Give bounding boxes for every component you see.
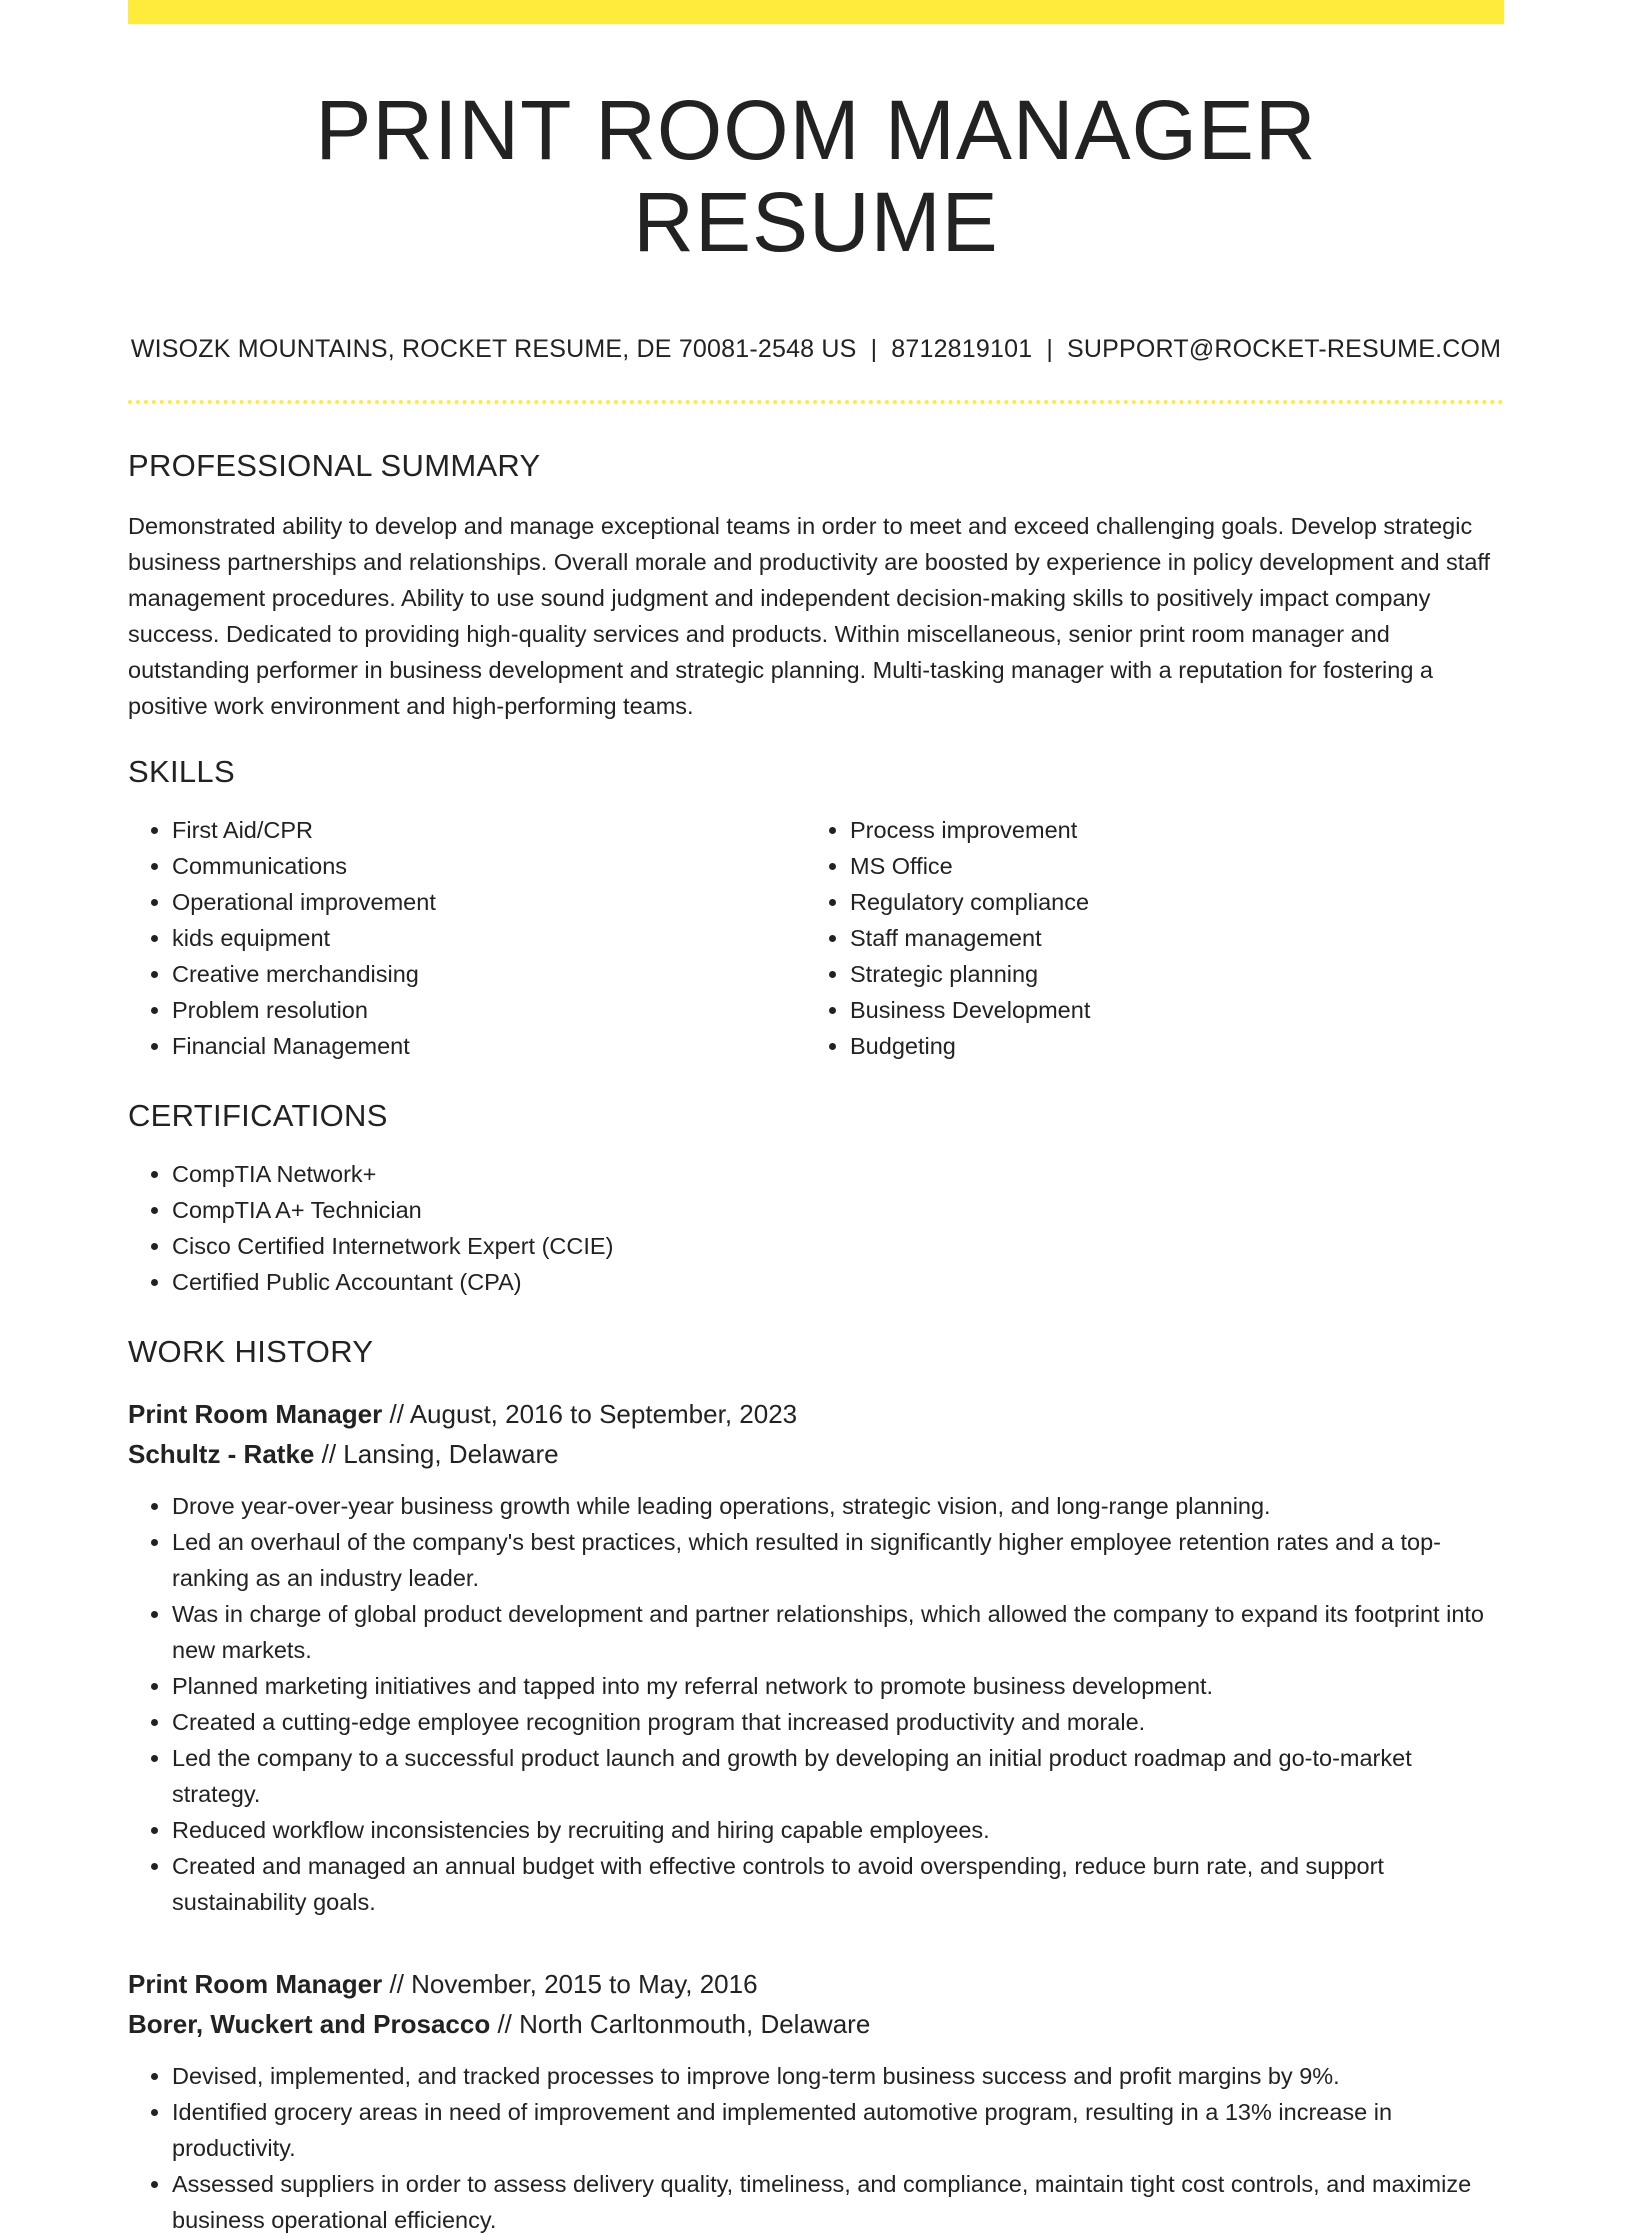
- skills-grid: [128, 812, 1504, 1064]
- skill-item: • kids equipment: [172, 920, 806, 956]
- job-bullet: • Devised, implemented, and tracked processes to improve long-term business success and profit margins by 9%.: [172, 2058, 1504, 2094]
- job-bullets: [128, 2058, 1504, 2238]
- job-bullet: • Reduced workflow inconsistencies by recruiting and hiring capable employees.: [172, 1812, 1504, 1848]
- job-bullet: • Drove year-over-year business growth while leading operations, strategic vision, and long-range planning.: [172, 1488, 1504, 1524]
- job-dates: August, 2016 to September, 2023: [409, 1398, 798, 1429]
- contact-separator: |: [1046, 334, 1054, 363]
- contact-separator: |: [870, 334, 878, 363]
- job-bullet: • Assessed suppliers in order to assess delivery quality, timeliness, and compliance, maintain tight cost controls, and maximize business operational efficiency.: [172, 2166, 1504, 2238]
- certification-item: • CompTIA Network+: [172, 1156, 1504, 1192]
- certifications-list: [128, 1156, 1504, 1300]
- job-location: North Carltonmouth, Delaware: [519, 2008, 871, 2039]
- job-divider: //: [382, 1968, 412, 1999]
- job-divider: //: [490, 2008, 520, 2039]
- job-bullet: • Was in charge of global product development and partner relationships, which allowed the company to expand its footprint into new markets.: [172, 1596, 1504, 1668]
- skill-item: • Budgeting: [850, 1028, 1484, 1064]
- certification-item: • Cisco Certified Internetwork Expert (CCIE): [172, 1228, 1504, 1264]
- skill-item: • Financial Management: [172, 1028, 806, 1064]
- job-title: Print Room Manager: [128, 1398, 383, 1429]
- skill-item: • Staff management: [850, 920, 1484, 956]
- skill-item: • Problem resolution: [172, 992, 806, 1028]
- skills-left-list: [128, 812, 806, 1064]
- contact-address: WISOZK MOUNTAINS, ROCKET RESUME, DE 70081-2548 US: [130, 334, 857, 363]
- job-bullet: • Identified grocery areas in need of improvement and implemented automotive program, resulting in a 13% increase in productivity.: [172, 2094, 1504, 2166]
- job-entry: [128, 1964, 1504, 2238]
- certifications-heading: CERTIFICATIONS: [128, 1097, 388, 1133]
- resume-title: PRINT ROOM MANAGER RESUME: [315, 83, 1317, 270]
- job-dates: November, 2015 to May, 2016: [411, 1968, 758, 1999]
- job-company: Schultz - Ratke: [128, 1438, 315, 1469]
- job-title-line: [128, 1394, 1504, 1434]
- certification-item: • Certified Public Accountant (CPA): [172, 1264, 1504, 1300]
- job-bullet: • Planned marketing initiatives and tapped into my referral network to promote business development.: [172, 1668, 1504, 1704]
- job-divider: //: [382, 1398, 410, 1429]
- skill-item: • Creative merchandising: [172, 956, 806, 992]
- dotted-divider: [128, 400, 1504, 404]
- skills-heading: SKILLS: [128, 753, 235, 789]
- job-bullet: • Led the company to a successful product launch and growth by developing an initial product roadmap and go-to-market strategy.: [172, 1740, 1504, 1812]
- contact-email: SUPPORT@ROCKET-RESUME.COM: [1067, 334, 1502, 363]
- job-divider: //: [314, 1438, 344, 1469]
- skills-right-list: [806, 812, 1484, 1064]
- job-bullets: [128, 1488, 1504, 1920]
- accent-top-bar: [128, 0, 1504, 24]
- job-bullet: • Created and managed an annual budget with effective controls to avoid overspending, reduce burn rate, and support sustainability goals.: [172, 1848, 1504, 1920]
- job-company-line: [128, 2004, 1504, 2044]
- job-location: Lansing, Delaware: [343, 1438, 559, 1469]
- summary-heading: PROFESSIONAL SUMMARY: [128, 447, 541, 483]
- contact-phone: 8712819101: [891, 334, 1033, 363]
- skill-item: • Process improvement: [850, 812, 1484, 848]
- skill-item: • Operational improvement: [172, 884, 806, 920]
- job-title-line: [128, 1964, 1504, 2004]
- summary-text: Demonstrated ability to develop and manage exceptional teams in order to meet and exceed challenging goals. Develop strategic business partnerships and relationships. Overall morale and productivity are boosted by experience in policy development and staff management procedures. Ability to use sound judgment and independent decision-making skills to positively impact company success. Dedicated to providing high-quality services and products. Within miscellaneous, senior print room manager and outstanding performer in business development and strategic planning. Multi-tasking manager with a reputation for fostering a positive work environment and high-performing teams.: [128, 512, 1491, 719]
- skill-item: • MS Office: [850, 848, 1484, 884]
- skill-item: • Communications: [172, 848, 806, 884]
- job-company: Borer, Wuckert and Prosacco: [128, 2008, 491, 2039]
- resume-page: [128, 0, 1504, 2238]
- job-entry: [128, 1394, 1504, 1920]
- skill-item: • Strategic planning: [850, 956, 1484, 992]
- job-title: Print Room Manager: [128, 1968, 383, 1999]
- job-bullet: • Created a cutting-edge employee recognition program that increased productivity and morale.: [172, 1704, 1504, 1740]
- contact-line: [128, 335, 1504, 364]
- work-history-heading: WORK HISTORY: [128, 1333, 374, 1369]
- skill-item: • Business Development: [850, 992, 1484, 1028]
- skill-item: • Regulatory compliance: [850, 884, 1484, 920]
- job-company-line: [128, 1434, 1504, 1474]
- certification-item: • CompTIA A+ Technician: [172, 1192, 1504, 1228]
- job-bullet: • Led an overhaul of the company's best practices, which resulted in significantly higher employee retention rates and a top-ranking as an industry leader.: [172, 1524, 1504, 1596]
- skill-item: • First Aid/CPR: [172, 812, 806, 848]
